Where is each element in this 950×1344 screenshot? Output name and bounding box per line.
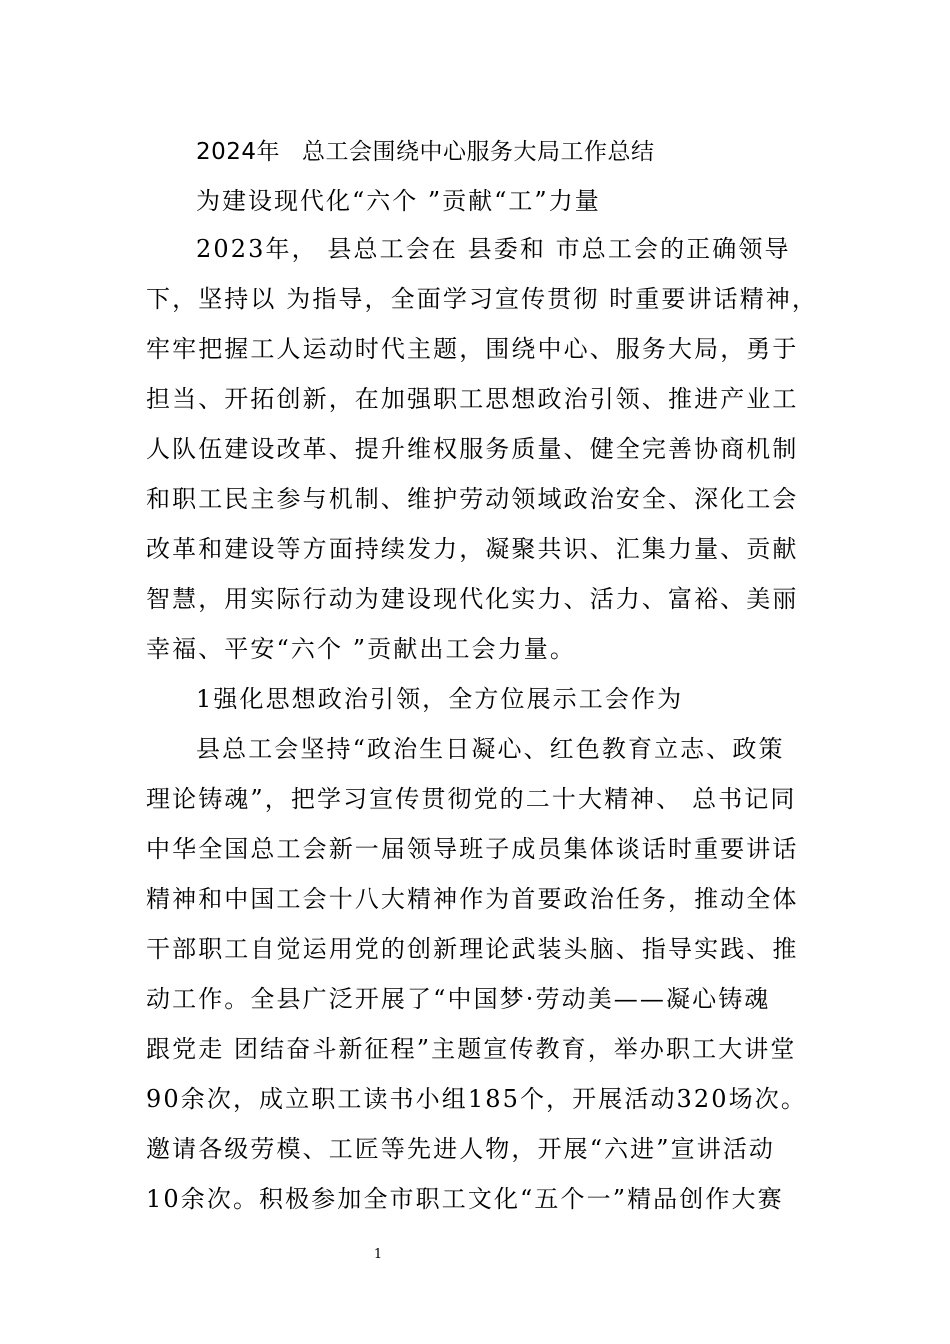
section-heading: 1强化思想政治引领，全方位展示工会作为 — [196, 685, 684, 713]
title-year: 2024年 — [196, 139, 281, 165]
page-number: 1 — [373, 1247, 383, 1262]
paragraph-line: 邀请各级劳模、工匠等先进人物，开展“六进”宣讲活动 — [146, 1135, 776, 1163]
paragraph-line: 人队伍建设改革、提升维权服务质量、健全完善协商机制 — [146, 435, 799, 463]
paragraph-line: 和职工民主参与机制、维护劳动领域政治安全、深化工会 — [146, 485, 799, 513]
paragraph-line: 牢牢把握工人运动时代主题，围绕中心、服务大局，勇于 — [146, 335, 799, 363]
paragraph-line: 县总工会坚持“政治生日凝心、红色教育立志、政策 — [196, 735, 785, 763]
document-subtitle: 为建设现代化“六个 ”贡献“工”力量 — [196, 187, 601, 215]
paragraph-line: 智慧，用实际行动为建设现代化实力、活力、富裕、美丽 — [146, 585, 799, 613]
paragraph-line: 理论铸魂”，把学习宣传贯彻党的二十大精神、 总书记同 — [146, 785, 797, 813]
paragraph-line: 跟党走 团结奋斗新征程”主题宣传教育，举办职工大讲堂 — [146, 1035, 797, 1063]
paragraph-line: 10余次。积极参加全市职工文化“五个一”精品创作大赛 — [146, 1185, 784, 1213]
document-title — [196, 136, 836, 168]
paragraph-line: 精神和中国工会十八大精神作为首要政治任务，推动全体 — [146, 885, 799, 913]
paragraph-line: 中华全国总工会新一届领导班子成员集体谈话时重要讲话 — [146, 835, 799, 863]
paragraph-line: 下，坚持以 为指导，全面学习宣传贯彻 时重要讲话精神， — [146, 285, 818, 313]
paragraph-line: 动工作。全县广泛开展了“中国梦·劳动美——凝心铸魂 — [146, 985, 771, 1013]
paragraph-line: 2023年， 县总工会在 县委和 市总工会的正确领导 — [196, 235, 791, 263]
paragraph-line: 改革和建设等方面持续发力，凝聚共识、汇集力量、贡献 — [146, 535, 799, 563]
paragraph-line: 干部职工自觉运用党的创新理论武装头脑、指导实践、推 — [146, 935, 799, 963]
paragraph-line: 90余次，成立职工读书小组185个，开展活动320场次。 — [146, 1085, 807, 1113]
paragraph-line: 担当、开拓创新，在加强职工思想政治引领、推进产业工 — [146, 385, 799, 413]
paragraph-line: 幸福、平安“六个 ”贡献出工会力量。 — [146, 635, 576, 663]
title-text: 总工会围绕中心服务大局工作总结 — [302, 139, 655, 165]
